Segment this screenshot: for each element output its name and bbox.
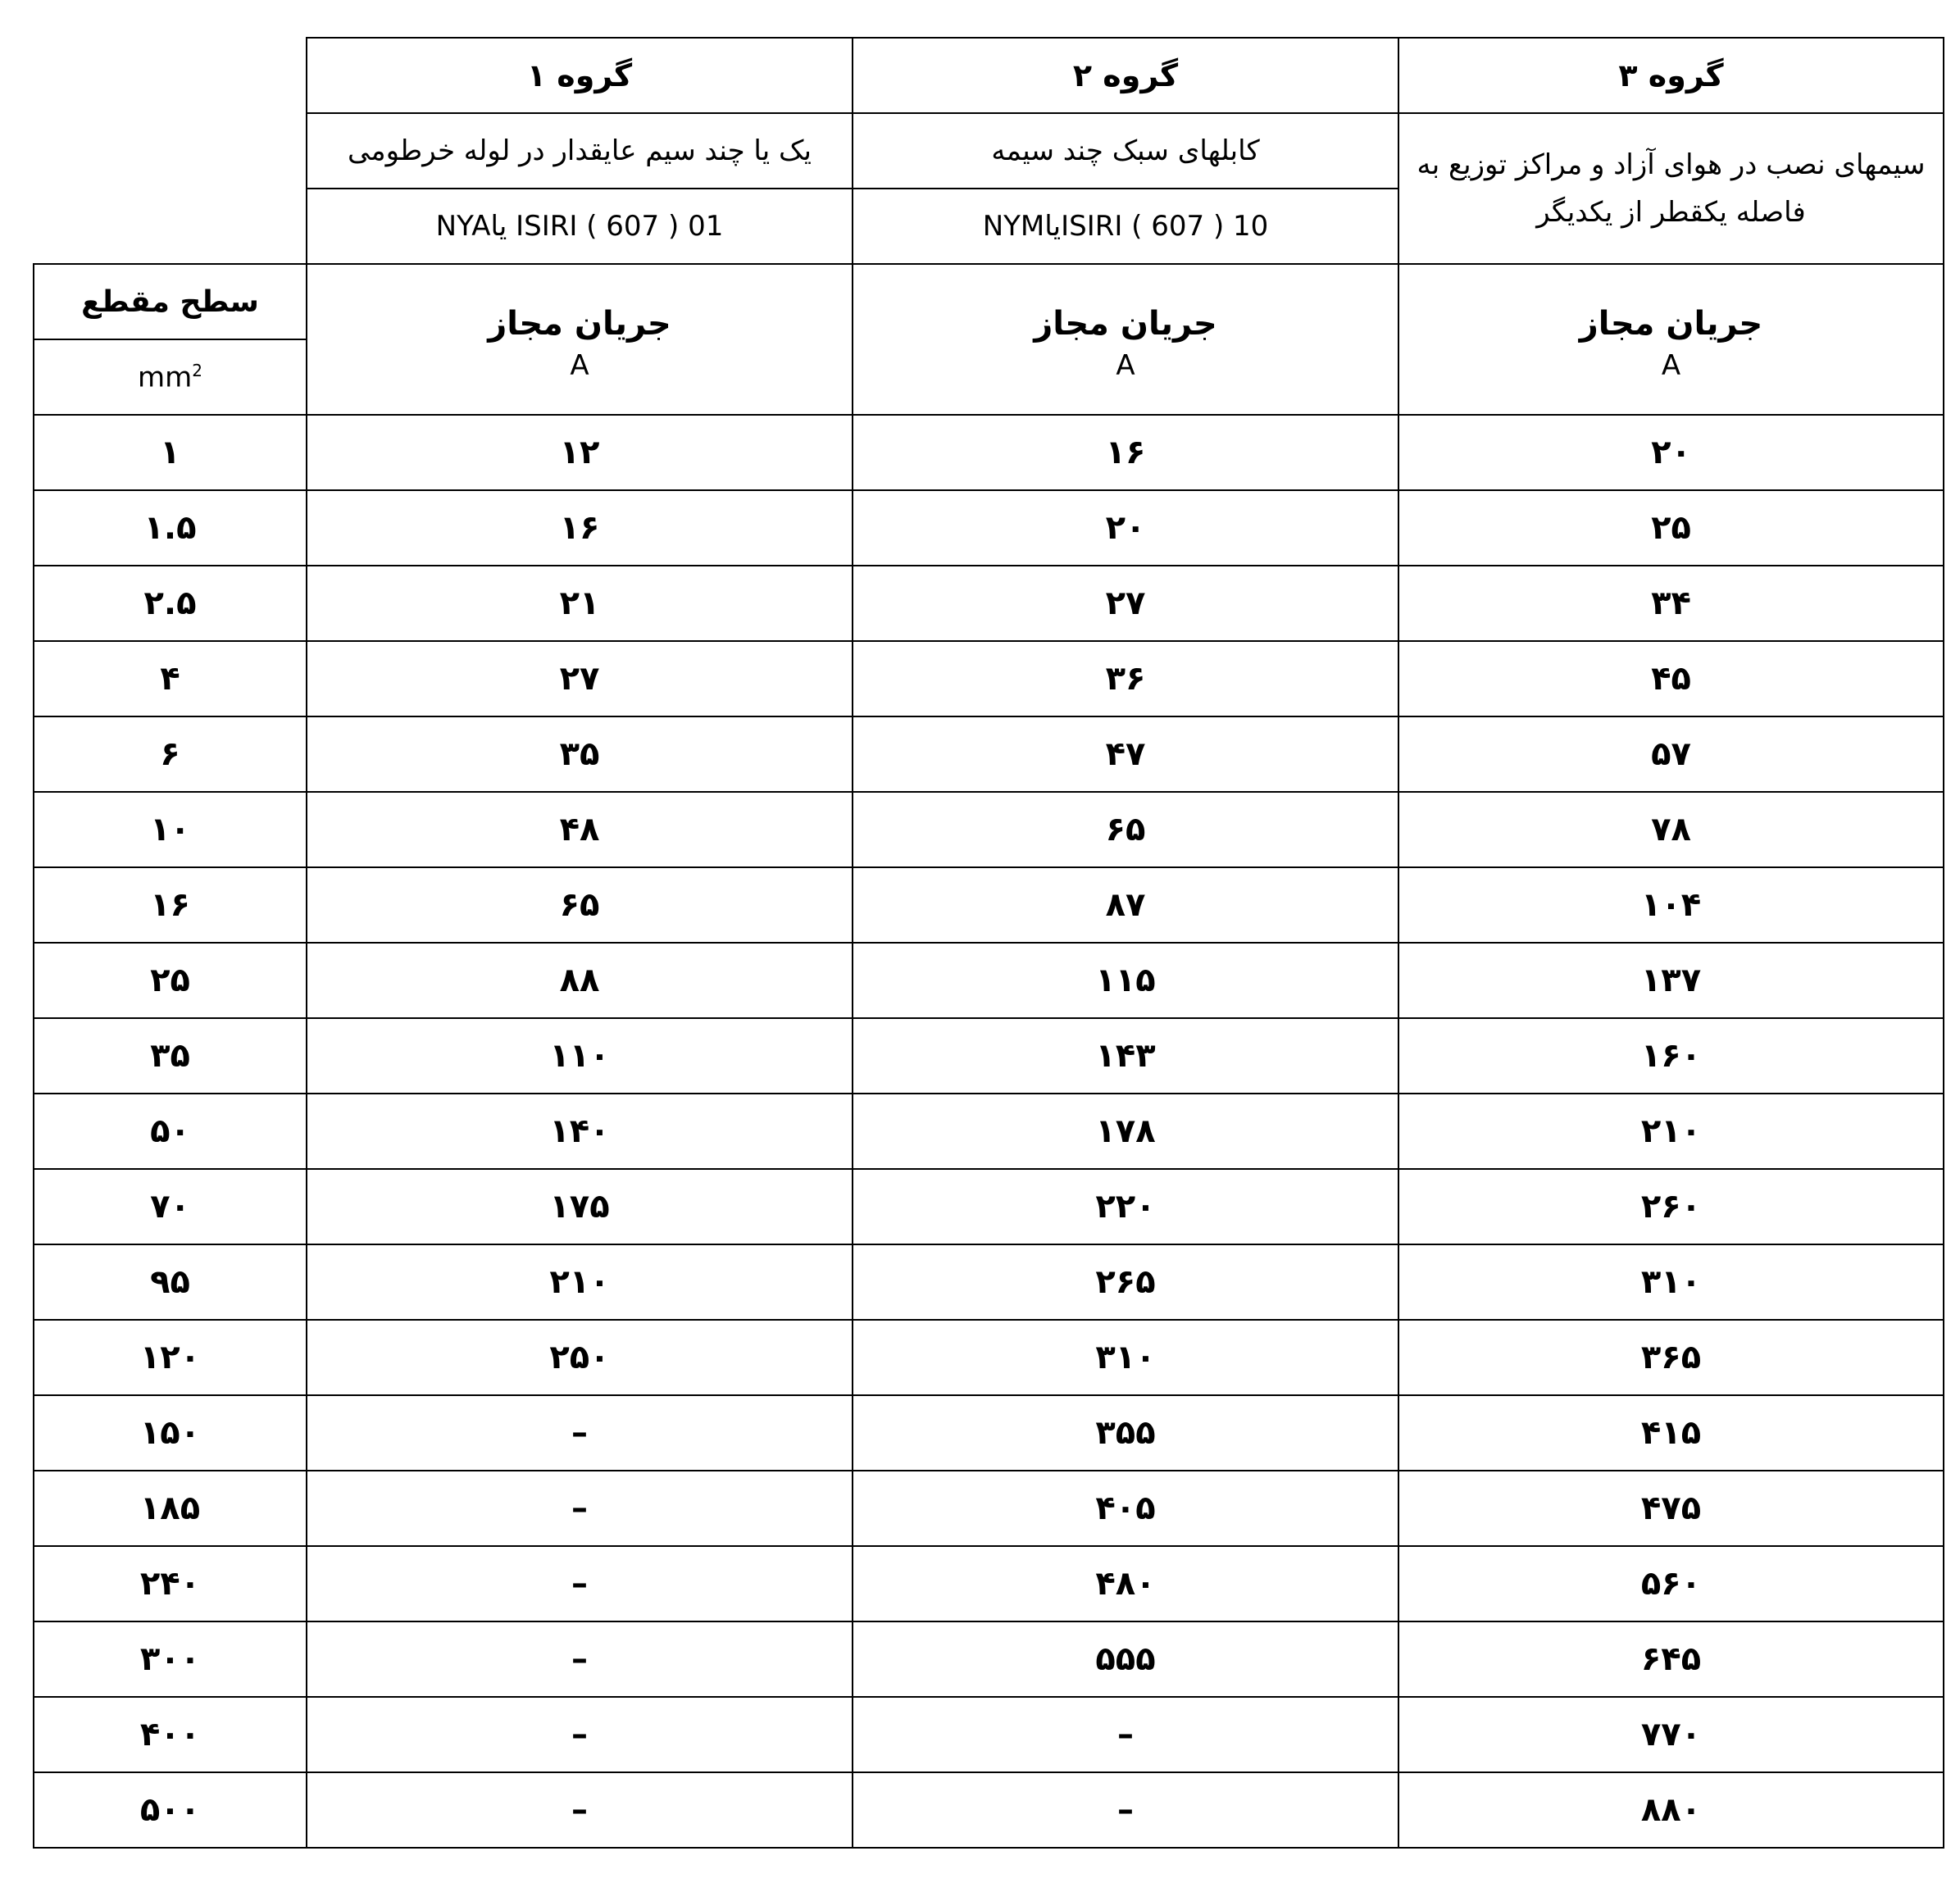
- allowed-current-label: جریان مجاز: [1034, 305, 1217, 343]
- table-row: [34, 1094, 1944, 1169]
- group-1-current-cell: ۱۷۵: [307, 1169, 853, 1244]
- table-row: [34, 1244, 1944, 1320]
- group-1-current-cell: ۱۴۰: [307, 1094, 853, 1169]
- group-2-current-cell: ۱۷۸: [853, 1094, 1398, 1169]
- size-cell: ۵۰۰: [34, 1772, 307, 1848]
- group-1-current-cell: ۳۵: [307, 716, 853, 792]
- group-1-current-cell: ۲۷: [307, 641, 853, 716]
- group-3-current-header: [1398, 264, 1944, 415]
- group-2-current-cell: –: [853, 1697, 1398, 1772]
- group-2-current-cell: ۱۴۳: [853, 1018, 1398, 1094]
- table-row: [34, 566, 1944, 641]
- table-row: [34, 1169, 1944, 1244]
- table-row: [34, 867, 1944, 943]
- table-row: [34, 943, 1944, 1018]
- group-2-current-header: [853, 264, 1398, 415]
- size-cell: ۱۶: [34, 867, 307, 943]
- group-1-code: ISIRI ( 607 ) 01 یاNYA: [307, 189, 853, 264]
- size-unit-text: mm: [138, 361, 193, 394]
- group-2-current-cell: ۴۸۰: [853, 1546, 1398, 1621]
- group-1-current-cell: ۲۵۰: [307, 1320, 853, 1395]
- group-3-current-cell: ۵۶۰: [1398, 1546, 1944, 1621]
- size-cell: ۱۰: [34, 792, 307, 867]
- size-cell: ۵۰: [34, 1094, 307, 1169]
- group-1-current-cell: –: [307, 1697, 853, 1772]
- group-2-current-cell: ۳۵۵: [853, 1395, 1398, 1471]
- size-cell: ۴: [34, 641, 307, 716]
- table-row: [34, 415, 1944, 490]
- size-cell: ۶: [34, 716, 307, 792]
- size-cell: ۱۵۰: [34, 1395, 307, 1471]
- group-1-title: گروه ۱: [307, 38, 853, 113]
- group-2-current-cell: ۲۰: [853, 490, 1398, 566]
- group-3-current-cell: ۳۱۰: [1398, 1244, 1944, 1320]
- group-3-current-cell: ۴۵: [1398, 641, 1944, 716]
- size-unit-exponent: 2: [192, 360, 202, 380]
- table-row: [34, 716, 1944, 792]
- size-cell: ۹۵: [34, 1244, 307, 1320]
- group-title-row: [34, 38, 1944, 113]
- table-row: [34, 641, 1944, 716]
- size-cell: ۲.۵: [34, 566, 307, 641]
- group-3-title: گروه ۳: [1398, 38, 1944, 113]
- column-header-row-1: [34, 264, 1944, 339]
- group-1-current-header: [307, 264, 853, 415]
- group-3-current-cell: ۵۷: [1398, 716, 1944, 792]
- group-3-current-cell: ۶۴۵: [1398, 1621, 1944, 1697]
- table-row: [34, 490, 1944, 566]
- group-2-current-cell: ۲۶۵: [853, 1244, 1398, 1320]
- group-2-current-cell: –: [853, 1772, 1398, 1848]
- group-2-description: کابلهای سبک چند سیمه: [853, 113, 1398, 189]
- group-1-current-cell: ۲۱: [307, 566, 853, 641]
- group-3-current-cell: ۲۱۰: [1398, 1094, 1944, 1169]
- table-row: [34, 1320, 1944, 1395]
- group-2-current-cell: ۴۰۵: [853, 1471, 1398, 1546]
- empty-corner-cell: [34, 38, 307, 264]
- group-1-current-cell: ۱۱۰: [307, 1018, 853, 1094]
- group-3-current-cell: ۲۵: [1398, 490, 1944, 566]
- table-row: [34, 1772, 1944, 1848]
- group-3-current-cell: ۸۸۰: [1398, 1772, 1944, 1848]
- group-1-description: یک یا چند سیم عایقدار در لوله خرطومی: [307, 113, 853, 189]
- group-2-current-cell: ۱۱۵: [853, 943, 1398, 1018]
- group-3-current-cell: ۱۳۷: [1398, 943, 1944, 1018]
- group-description-row: [34, 113, 1944, 189]
- size-cell: ۱: [34, 415, 307, 490]
- group-3-description: سیمهای نصب در هوای آزاد و مراکز توزیع به فاصله یکقطر از یکدیگر: [1398, 113, 1944, 264]
- group-3-current-cell: ۷۷۰: [1398, 1697, 1944, 1772]
- group-3-current-cell: ۳۶۵: [1398, 1320, 1944, 1395]
- size-cell: ۷۰: [34, 1169, 307, 1244]
- group-3-current-cell: ۴۱۵: [1398, 1395, 1944, 1471]
- allowed-current-label: جریان مجاز: [1579, 305, 1763, 343]
- group-3-current-cell: ۴۷۵: [1398, 1471, 1944, 1546]
- size-header-label: سطح مقطع: [34, 264, 307, 339]
- group-2-title: گروه ۲: [853, 38, 1398, 113]
- group-3-current-cell: ۱۰۴: [1398, 867, 1944, 943]
- size-cell: ۱.۵: [34, 490, 307, 566]
- group-2-current-cell: ۳۱۰: [853, 1320, 1398, 1395]
- group-3-current-cell: ۲۰: [1398, 415, 1944, 490]
- table-row: [34, 1697, 1944, 1772]
- group-3-current-cell: ۱۶۰: [1398, 1018, 1944, 1094]
- size-cell: ۲۵: [34, 943, 307, 1018]
- group-1-current-cell: –: [307, 1621, 853, 1697]
- group-1-current-cell: –: [307, 1395, 853, 1471]
- group-2-code: ISIRI ( 607 ) 10یاNYM: [853, 189, 1398, 264]
- group-1-current-cell: –: [307, 1546, 853, 1621]
- size-cell: ۴۰۰: [34, 1697, 307, 1772]
- group-1-current-cell: ۶۵: [307, 867, 853, 943]
- group-1-current-cell: ۱۲: [307, 415, 853, 490]
- group-2-current-cell: ۵۵۵: [853, 1621, 1398, 1697]
- allowed-current-label: جریان مجاز: [488, 305, 671, 343]
- size-header-unit: [34, 339, 307, 415]
- group-1-current-cell: –: [307, 1772, 853, 1848]
- group-1-current-cell: ۸۸: [307, 943, 853, 1018]
- group-2-current-cell: ۸۷: [853, 867, 1398, 943]
- group-3-current-cell: ۷۸: [1398, 792, 1944, 867]
- table-row: [34, 1621, 1944, 1697]
- table-row: [34, 1395, 1944, 1471]
- group-3-current-cell: ۲۶۰: [1398, 1169, 1944, 1244]
- group-1-current-cell: ۲۱۰: [307, 1244, 853, 1320]
- group-2-current-cell: ۴۷: [853, 716, 1398, 792]
- table-row: [34, 1546, 1944, 1621]
- table-row: [34, 1471, 1944, 1546]
- group-1-current-cell: ۴۸: [307, 792, 853, 867]
- allowed-current-unit: A: [1661, 349, 1681, 382]
- group-2-current-cell: ۲۲۰: [853, 1169, 1398, 1244]
- size-cell: ۳۵: [34, 1018, 307, 1094]
- group-1-current-cell: ۱۶: [307, 490, 853, 566]
- group-2-current-cell: ۱۶: [853, 415, 1398, 490]
- group-2-current-cell: ۲۷: [853, 566, 1398, 641]
- size-cell: ۲۴۰: [34, 1546, 307, 1621]
- group-2-current-cell: ۶۵: [853, 792, 1398, 867]
- size-cell: ۱۸۵: [34, 1471, 307, 1546]
- size-cell: ۱۲۰: [34, 1320, 307, 1395]
- table-row: [34, 792, 1944, 867]
- current-capacity-table: [33, 37, 1944, 1849]
- group-2-current-cell: ۳۶: [853, 641, 1398, 716]
- table-row: [34, 1018, 1944, 1094]
- group-1-current-cell: –: [307, 1471, 853, 1546]
- size-cell: ۳۰۰: [34, 1621, 307, 1697]
- allowed-current-unit: A: [570, 349, 589, 382]
- group-3-current-cell: ۳۴: [1398, 566, 1944, 641]
- allowed-current-unit: A: [1116, 349, 1135, 382]
